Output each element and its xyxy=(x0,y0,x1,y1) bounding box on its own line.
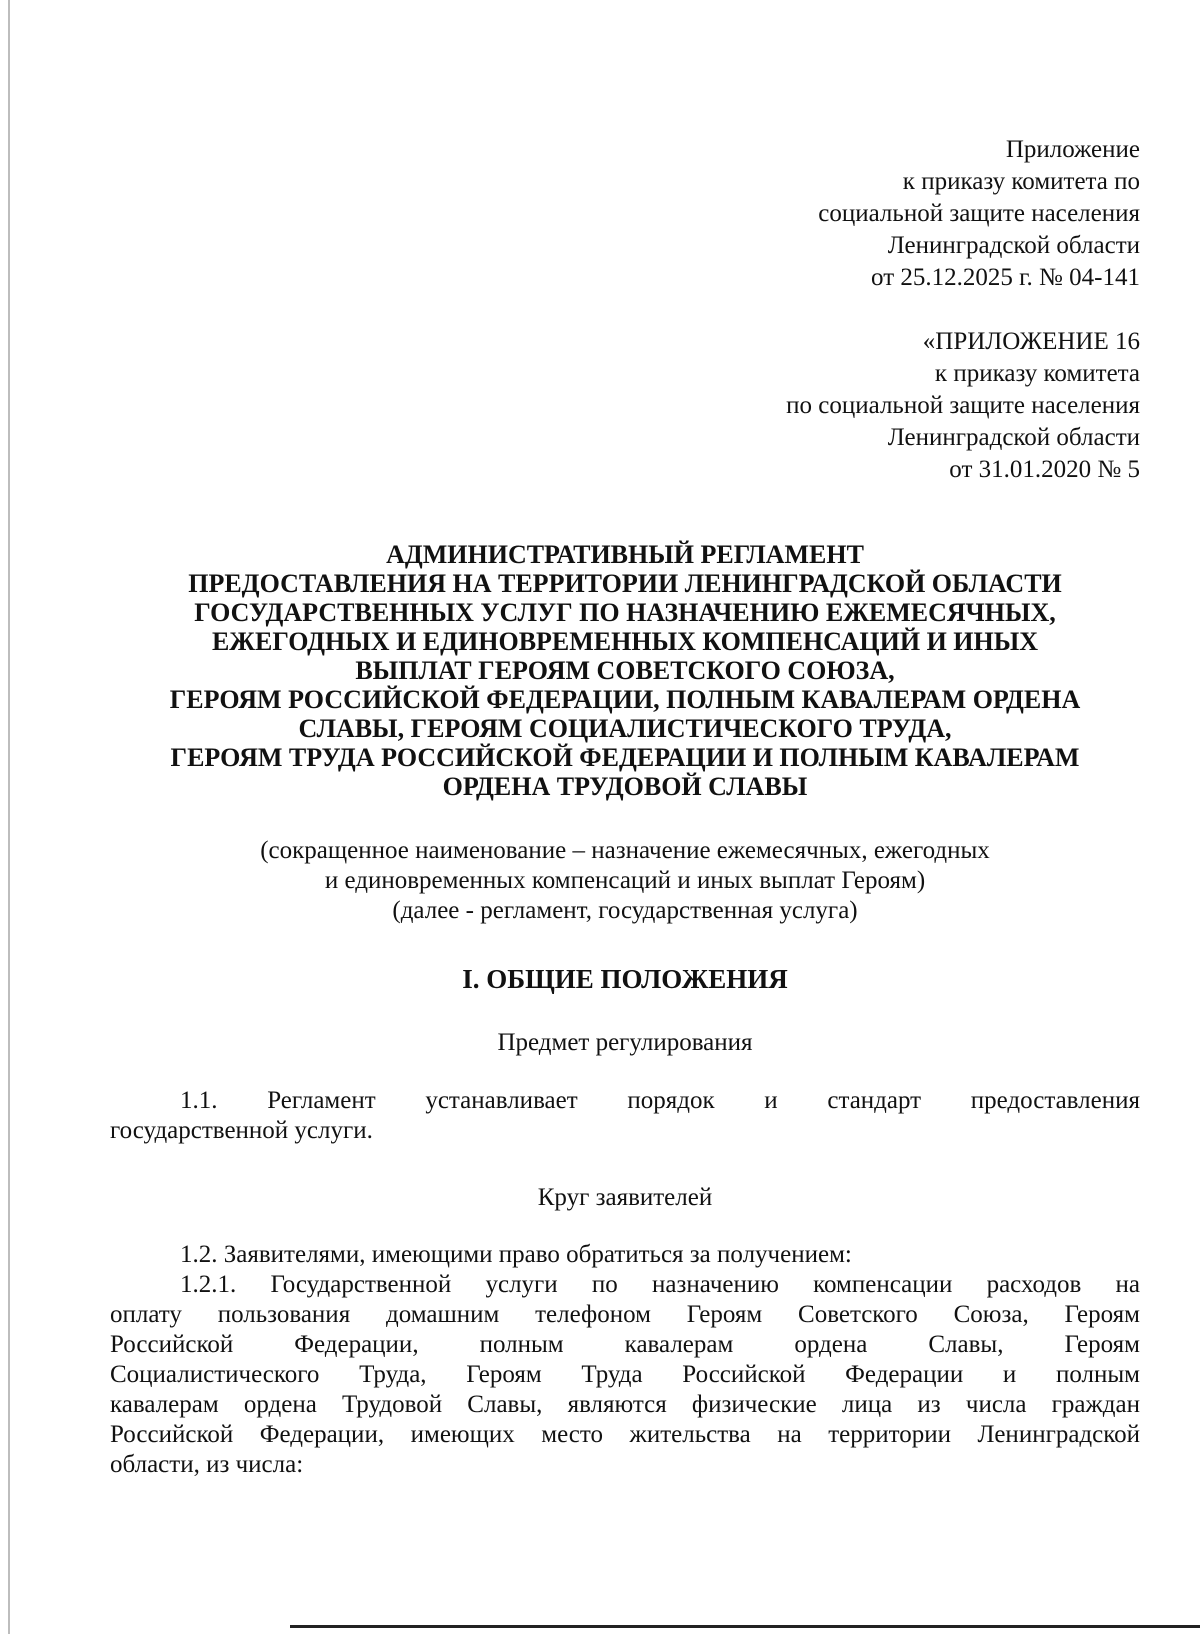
paragraph-line: Социалистического Труда, Героям Труда Российской Федерации и полным xyxy=(110,1361,1140,1388)
paragraph-line: государственной услуги. xyxy=(110,1117,373,1144)
title-line: ОРДЕНА ТРУДОВОЙ СЛАВЫ xyxy=(442,772,808,801)
appendix-line: по социальной защите населения xyxy=(786,392,1140,419)
document-title xyxy=(110,540,1140,801)
section-heading: I. ОБЩИЕ ПОЛОЖЕНИЯ xyxy=(462,964,788,994)
paragraph-line: Российской Федерации, имеющих место жительства на территории Ленинградской xyxy=(110,1421,1140,1448)
appendix-line: от 31.01.2020 № 5 xyxy=(949,456,1140,483)
approval-line: социальной защите населения xyxy=(818,200,1140,227)
appendix-line: к приказу комитета xyxy=(934,360,1140,387)
short-name-line: и единовременных компенсаций и иных выплат Героям) xyxy=(324,867,926,894)
approval-line: от 25.12.2025 г. № 04-141 xyxy=(871,264,1140,291)
subheading-subject: Предмет регулирования xyxy=(497,1029,753,1056)
title-line: ПРЕДОСТАВЛЕНИЯ НА ТЕРРИТОРИИ ЛЕНИНГРАДСКОЙ ОБЛАСТИ xyxy=(188,569,1062,598)
subheading-applicants: Круг заявителей xyxy=(537,1184,713,1211)
title-line: ГЕРОЯМ ТРУДА РОССИЙСКОЙ ФЕДЕРАЦИИ И ПОЛНЫМ КАВАЛЕРАМ xyxy=(170,743,1080,772)
short-name-block xyxy=(110,836,1140,926)
approval-line: Ленинградской области xyxy=(887,232,1140,259)
approval-block xyxy=(818,134,1140,294)
paragraph-1-1 xyxy=(110,1086,1140,1146)
short-name-line: (далее - регламент, государственная услуга) xyxy=(392,897,858,924)
appendix-block xyxy=(786,326,1140,486)
title-line: СЛАВЫ, ГЕРОЯМ СОЦИАЛИСТИЧЕСКОГО ТРУДА, xyxy=(298,714,952,743)
appendix-line: Ленинградской области xyxy=(887,424,1140,451)
short-name-line: (сокращенное наименование – назначение ежемесячных, ежегодных xyxy=(260,837,990,864)
title-line: ЕЖЕГОДНЫХ И ЕДИНОВРЕМЕННЫХ КОМПЕНСАЦИЙ И ИНЫХ xyxy=(211,627,1039,656)
scan-bottom-edge xyxy=(290,1625,1200,1628)
paragraph-line: 1.1. Регламент устанавливает порядок и стандарт предоставления xyxy=(180,1087,1140,1114)
appendix-line: «ПРИЛОЖЕНИЕ 16 xyxy=(922,328,1140,355)
approval-line: Приложение xyxy=(1005,136,1140,163)
paragraph-line: оплату пользования домашним телефоном Героям Советского Союза, Героям xyxy=(110,1301,1140,1328)
paragraph-1-2 xyxy=(110,1240,1140,1270)
paragraph-line: области, из числа: xyxy=(110,1451,304,1478)
paragraph-line: 1.2.1. Государственной услуги по назначению компенсации расходов на xyxy=(180,1271,1140,1298)
title-line: ВЫПЛАТ ГЕРОЯМ СОВЕТСКОГО СОЮЗА, xyxy=(355,656,895,685)
scan-left-edge xyxy=(8,0,10,1634)
paragraph-line: Российской Федерации, полным кавалерам ордена Славы, Героям xyxy=(110,1331,1140,1358)
paragraph-1-2-1 xyxy=(110,1270,1140,1480)
paragraph-line: 1.2. Заявителями, имеющими право обратиться за получением: xyxy=(180,1241,852,1268)
approval-line: к приказу комитета по xyxy=(902,168,1140,195)
title-line: ГОСУДАРСТВЕННЫХ УСЛУГ ПО НАЗНАЧЕНИЮ ЕЖЕМЕСЯЧНЫХ, xyxy=(194,598,1056,627)
paragraph-line: кавалерам ордена Трудовой Славы, являются физические лица из числа граждан xyxy=(110,1391,1140,1418)
title-line: ГЕРОЯМ РОССИЙСКОЙ ФЕДЕРАЦИИ, ПОЛНЫМ КАВАЛЕРАМ ОРДЕНА xyxy=(169,685,1081,714)
title-line: АДМИНИСТРАТИВНЫЙ РЕГЛАМЕНТ xyxy=(386,540,864,569)
